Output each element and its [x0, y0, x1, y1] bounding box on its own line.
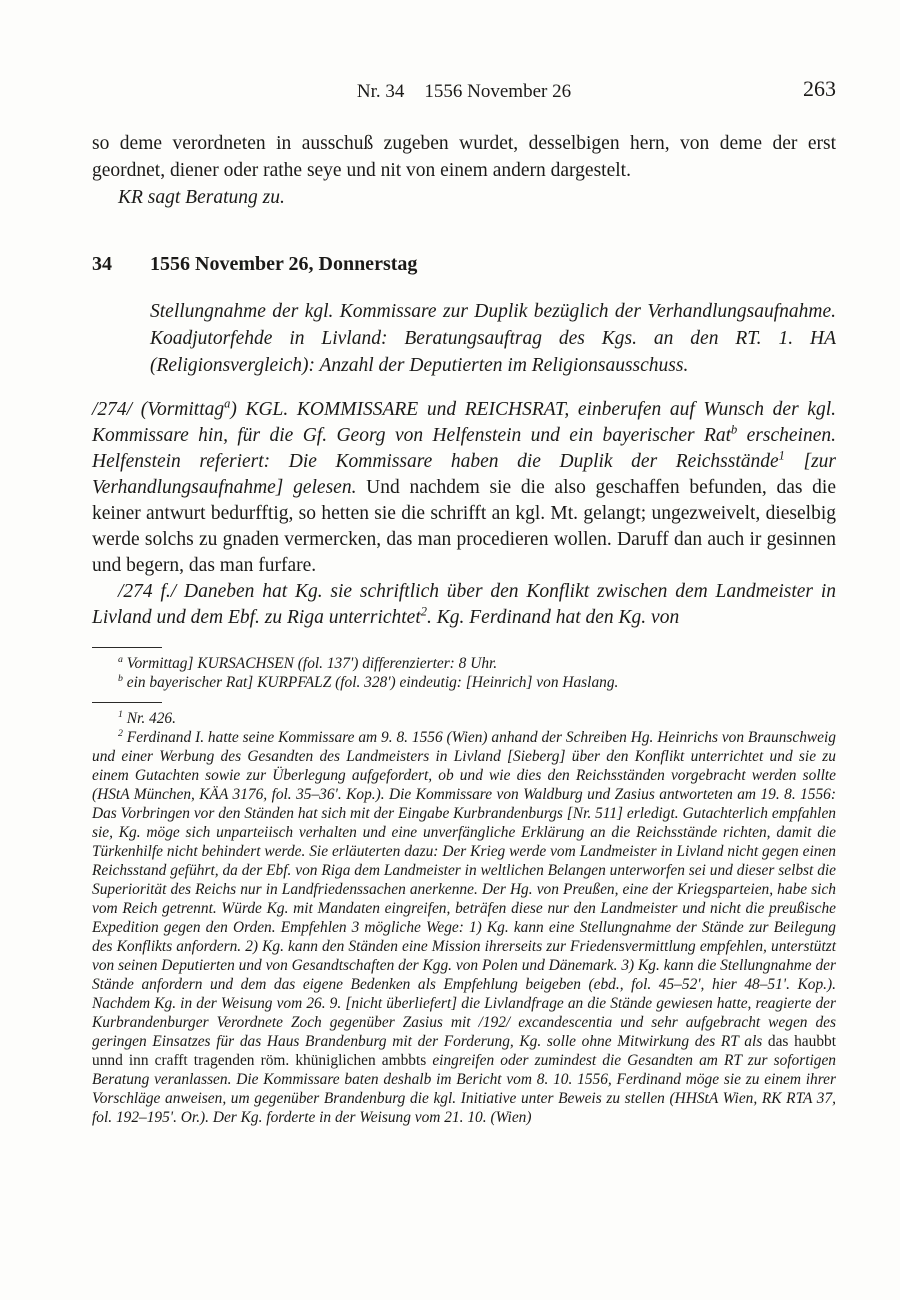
- main-paragraph-2: /274 f./ Daneben hat Kg. sie schriftlich über den Konflikt zwischen dem Landmeister in Livland und dem Ebf. zu Riga unterrichtet$^2$. Kg. Ferdinand hat den Kg. von: [92, 581, 836, 628]
- entry-summary: Stellungnahme der kgl. Kommissare zur Duplik bezüglich der Verhandlungsaufnahme. Koadjutorfehde in Livland: Beratungsauftrag des Kgs. an den RT. 1. HA (Religionsvergleich): Anzahl der Deputierten im Religionsausschuss.: [150, 301, 836, 376]
- running-header: [92, 80, 836, 104]
- entry-title: 1556 November 26, Donnerstag: [150, 253, 418, 275]
- continuation-paragraph: so deme verordneten in ausschuß zugeben wurdet, desselbigen hern, von deme der erst geordnet, diener oder rathe seye und nit von einem andern dargestelt.: [92, 133, 836, 181]
- page-number: 263: [803, 76, 836, 101]
- footnote-separator-rule: [92, 702, 162, 703]
- apparatus-separator-rule: [92, 647, 162, 648]
- main-text-block: [92, 397, 836, 631]
- kr-resolution-line: KR sagt Beratung zu.: [118, 187, 285, 208]
- running-header-date: 1556 November 26: [424, 81, 572, 102]
- footnote-1: $^1$ Nr. 426.: [118, 708, 176, 727]
- apparatus-note-a: $^a$ Vormittag] KURSACHSEN (fol. 137') differenzierter: 8 Uhr.: [118, 653, 498, 672]
- apparatus-note-b: $^b$ ein bayerischer Rat] KURPFALZ (fol. 328') eindeutig: [Heinrich] von Haslang.: [118, 672, 619, 691]
- entry-number: 34: [92, 253, 112, 275]
- main-paragraph-1: /274/ (Vormittag$^a$) KGL. KOMMISSARE und REICHSRAT, einberufen auf Wunsch der kgl. Kommissare hin, für die Gf. Georg von Helfenstein und ein bayerischer Rat$^b$ erscheinen. Helfenstein referiert: Die Kommissare haben die Duplik der Reichsstände$^1$ [zur Verhandlungsaufnahme] gelesen. Und nachdem sie die also geschaffen befunden, das die keiner antwurt bedurfftig, so hetten sie die schrifft an kgl. Mt. gelangt; ungezweivelt, dieselbig werde solchs zu gnaden vermercken, das man procedieren wollen. Daruff dan auch ir gesinnen und begern, das man furfare.: [92, 396, 836, 576]
- page-header: [92, 76, 836, 104]
- footnote-2: $^2$ Ferdinand I. hatte seine Kommissare am 9. 8. 1556 (Wien) anhand der Schreiben Hg. Heinrichs von Braunschweig und einer Werbung des Gesandten des Landmeisters in Livland [Sieberg] über den Konflikt unterrichtet und sie zu einem Gutachten sowie zur Überlegung aufgefordert, ob und wie dies den Reichsständen vorgebracht werden sollte (HStA München, KÄA 3176, fol. 35–36'. Kop.). Die Kommissare von Waldburg und Zasius antworteten am 19. 8. 1556: Das Vorbringen vor den Ständen hat sich mit der Eingabe Kurbrandenburgs [Nr. 511] erledigt. Gutachterlich empfahlen sie, Kg. möge sich unparteiisch verhalten und eine unverfängliche Erklärung an die Reichsstände richten, damit die Türkenhilfe nicht behindert werde. Sie erläuterten dazu: Der Krieg werde vom Landmeister in Livland nicht gegen einen Reichsstand geführt, da der Ebf. von Riga dem Landmeister in weltlichen Belangen unterworfen sei und dieser selbst die Superiorität des Reichs nur in Landfriedenssachen anerkenne. Der Hg. von Preußen, eine der Kriegsparteien, habe sich vom Reich getrennt. Würde Kg. mit Mandaten eingreifen, beträfen diese nur den Landmeister und nicht die preußische Expedition gegen den Orden. Empfehlen 3 mögliche Wege: 1) Kg. kann eine Stellungnahme der Stände zur Beilegung des Konflikts anfordern. 2) Kg. kann den Ständen eine Mission ihrerseits zur Friedensvermittlung empfehlen, unterstützt von seinen Deputierten und von Gesandtschaften der Kgg. von Polen und Dänemark. 3) Kg. kann die Stellungnahme der Stände anfordern und dem das eigene Bedenken als Empfehlung beigeben (ebd., fol. 45–52', hier 48–51'. Kop.). Nachdem Kg. in der Weisung vom 26. 9. [nicht überliefert] die Livlandfrage an die Stände gewiesen hatte, reagierte der Kurbrandenburger Verordnete Zoch gegenüber Zasius mit /192/ excandescentia und sehr aufgebracht wegen des geringen Einsatzes für das Haus Brandenburg mit der Forderung, Kg. solle ohne Mitwirkung des RT als das haubbt unnd inn crafft tragenden röm. khüniglichen ambbts eingreifen oder zumindest die Gesandten am RT zur sofortigen Beratung veranlassen. Die Kommissare baten deshalb im Bericht vom 8. 10. 1556, Ferdinand möge sie zu einem ihrer Vorschläge anweisen, um gegenüber Brandenburg die kgl. Initiative unter Beweis zu stellen (HHStA Wien, RK RTA 37, fol. 192–195'. Or.). Der Kg. forderte in der Weisung vom 21. 10. (Wien): [92, 727, 836, 1126]
- entry-heading: [92, 253, 836, 276]
- running-header-number: Nr. 34: [356, 81, 405, 102]
